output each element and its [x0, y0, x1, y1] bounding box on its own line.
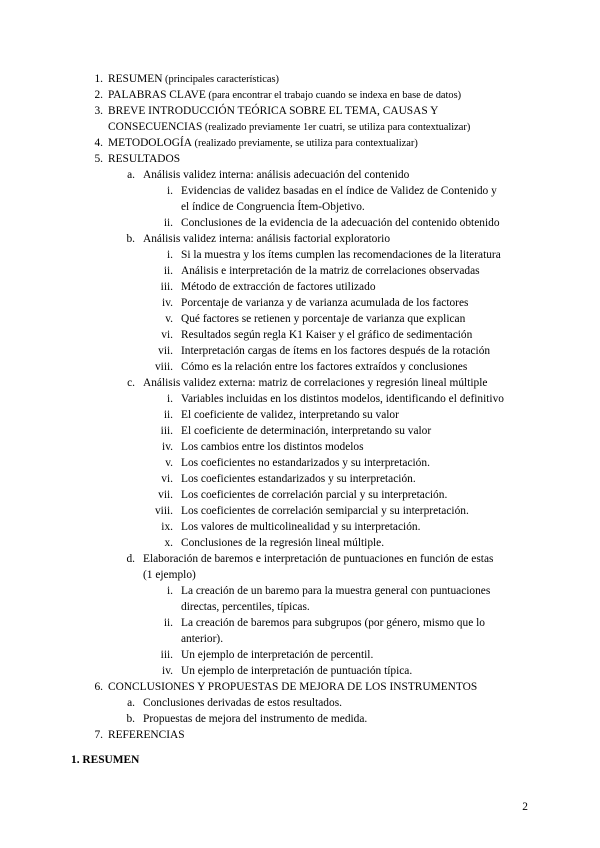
outline-item-text	[181, 599, 310, 615]
outline-item-text	[108, 727, 185, 743]
outline-item	[0, 455, 600, 471]
outline-item-text	[143, 231, 390, 247]
outline-item-title: METODOLOGÍA	[108, 137, 192, 149]
outline-item-number: 4.	[94, 137, 103, 149]
outline-item	[0, 375, 600, 391]
outline-item	[0, 135, 600, 151]
outline-item-text	[181, 247, 501, 263]
outline-item-title: El coeficiente de determinación, interpretando su valor	[181, 425, 432, 437]
section-heading: 1. RESUMEN	[71, 754, 140, 766]
outline-item-title: Análisis validez interna: análisis adecuación del contenido	[143, 169, 410, 181]
outline-item-number: c.	[127, 377, 135, 389]
outline-item	[0, 391, 600, 407]
outline-item	[0, 263, 600, 279]
outline-item-text	[143, 375, 487, 391]
outline-item-title: Elaboración de baremos e interpretación de puntuaciones en función de estas	[143, 553, 494, 565]
outline-item	[0, 151, 600, 167]
outline-item	[0, 295, 600, 311]
outline-item-text	[181, 519, 420, 535]
outline-item-text	[143, 711, 367, 727]
outline-item-title: Los cambios entre los distintos modelos	[181, 441, 364, 453]
outline-item-text	[108, 135, 418, 152]
table-of-contents	[0, 71, 600, 743]
outline-item-title: REFERENCIAS	[108, 729, 185, 741]
outline-item-number: v.	[165, 313, 173, 325]
outline-item	[0, 327, 600, 343]
outline-item-text	[181, 327, 472, 343]
outline-item	[0, 343, 600, 359]
outline-item-text	[181, 471, 416, 487]
outline-item-text	[181, 439, 364, 455]
outline-item-number: 3.	[94, 105, 103, 117]
outline-item-number: b.	[126, 233, 135, 245]
outline-item-number: vii.	[158, 345, 173, 357]
outline-item-title: Cómo es la relación entre los factores extraídos y conclusiones	[181, 361, 468, 373]
outline-item-text	[181, 615, 485, 631]
outline-item	[0, 519, 600, 535]
outline-item-text	[181, 535, 384, 551]
outline-item-number: d.	[126, 553, 135, 565]
outline-item-number: 5.	[94, 153, 103, 165]
outline-item-title: Los coeficientes de correlación semiparcial y su interpretación.	[181, 505, 469, 517]
outline-item-text	[181, 503, 469, 519]
outline-item	[0, 103, 600, 119]
outline-item-text	[143, 695, 342, 711]
outline-item	[0, 567, 600, 583]
outline-item	[0, 471, 600, 487]
outline-item-note: (realizado previamente 1er cuatri, se utiliza para contextualizar)	[202, 122, 471, 133]
outline-item-number: 1.	[94, 73, 103, 85]
outline-item-number: iv.	[162, 665, 173, 677]
outline-item-title: Propuestas de mejora del instrumento de medida.	[143, 713, 368, 725]
outline-item	[0, 599, 600, 615]
outline-item-title: Porcentaje de varianza y de varianza acumulada de los factores	[181, 297, 469, 309]
outline-item-text	[181, 631, 223, 647]
outline-item-number: viii.	[154, 505, 173, 517]
outline-item-title: La creación de baremos para subgrupos (por género, mismo que lo	[181, 617, 485, 629]
outline-item-title: Un ejemplo de interpretación de puntuación típica.	[181, 665, 413, 677]
outline-item	[0, 167, 600, 183]
outline-item-number: i.	[166, 249, 173, 261]
outline-item	[0, 679, 600, 695]
outline-item-number: iv.	[162, 297, 173, 309]
outline-item	[0, 503, 600, 519]
outline-item-text	[181, 295, 468, 311]
outline-item-text	[108, 87, 461, 104]
outline-item	[0, 423, 600, 439]
outline-item-text	[143, 551, 493, 567]
outline-item-number: b.	[126, 713, 135, 725]
outline-item-number: v.	[165, 457, 173, 469]
outline-item-title: Conclusiones derivadas de estos resultados.	[143, 697, 342, 709]
outline-item-number: i.	[166, 585, 173, 597]
outline-item-title: CONSECUENCIAS	[108, 121, 203, 133]
outline-item	[0, 727, 600, 743]
outline-item	[0, 71, 600, 87]
outline-item-title: Conclusiones de la regresión lineal múltiple.	[181, 537, 385, 549]
outline-item-text	[181, 183, 497, 199]
outline-item-text	[181, 343, 490, 359]
outline-item	[0, 535, 600, 551]
outline-item-title: el índice de Congruencia Ítem-Objetivo.	[181, 201, 365, 213]
outline-item-title: BREVE INTRODUCCIÓN TEÓRICA SOBRE EL TEMA, CAUSAS Y	[108, 105, 439, 117]
outline-item-title: Análisis validez interna: análisis factorial exploratorio	[143, 233, 391, 245]
outline-item-number: i.	[166, 393, 173, 405]
outline-item-text	[181, 391, 504, 407]
outline-item-title: Los coeficientes estandarizados y su interpretación.	[181, 473, 416, 485]
outline-item-title: Un ejemplo de interpretación de percentil.	[181, 649, 374, 661]
outline-item-number: a.	[127, 697, 135, 709]
outline-item-title: Evidencias de validez basadas en el índice de Validez de Contenido y	[181, 185, 497, 197]
outline-item-text	[181, 215, 500, 231]
outline-item	[0, 583, 600, 599]
outline-item-title: Interpretación cargas de ítems en los factores después de la rotación	[181, 345, 491, 357]
outline-item-text	[143, 567, 196, 583]
outline-item-text	[181, 199, 365, 215]
outline-item	[0, 231, 600, 247]
outline-item-text	[143, 167, 409, 183]
outline-item	[0, 551, 600, 567]
outline-item-note: (principales características)	[162, 74, 279, 85]
outline-item-number: ii.	[163, 265, 173, 277]
outline-item	[0, 247, 600, 263]
outline-item-text	[181, 663, 412, 679]
outline-item-number: vii.	[158, 489, 173, 501]
outline-item-number: iv.	[162, 441, 173, 453]
outline-item-text	[108, 119, 470, 136]
outline-item-number: iii.	[160, 281, 173, 293]
outline-item-text	[181, 407, 399, 423]
outline-item	[0, 215, 600, 231]
outline-item	[0, 695, 600, 711]
outline-item-title: directas, percentiles, típicas.	[181, 601, 310, 613]
outline-item	[0, 311, 600, 327]
outline-item-text	[181, 423, 431, 439]
outline-item-text	[181, 455, 430, 471]
outline-item-note: (realizado previamente, se utiliza para contextualizar)	[191, 138, 418, 149]
outline-item-title: Análisis e interpretación de la matriz de correlaciones observadas	[181, 265, 480, 277]
outline-item-title: Análisis validez externa: matriz de correlaciones y regresión lineal múltiple	[143, 377, 488, 389]
outline-item-title: PALABRAS CLAVE	[108, 89, 206, 101]
outline-item-text	[181, 359, 467, 375]
outline-item	[0, 439, 600, 455]
outline-item	[0, 615, 600, 631]
outline-item	[0, 647, 600, 663]
outline-item-number: viii.	[154, 361, 173, 373]
outline-item	[0, 279, 600, 295]
outline-item-title: Los coeficientes de correlación parcial y su interpretación.	[181, 489, 448, 501]
outline-item-title: (1 ejemplo)	[143, 569, 196, 581]
outline-item-title: Variables incluidas en los distintos modelos, identificando el definitivo	[181, 393, 504, 405]
outline-item-title: CONCLUSIONES Y PROPUESTAS DE MEJORA DE LOS INSTRUMENTOS	[108, 681, 478, 693]
outline-item-title: RESULTADOS	[108, 153, 181, 165]
outline-item	[0, 631, 600, 647]
outline-item	[0, 711, 600, 727]
outline-item	[0, 183, 600, 199]
outline-item-title: Si la muestra y los ítems cumplen las recomendaciones de la literatura	[181, 249, 501, 261]
outline-item-text	[108, 151, 180, 167]
outline-item	[0, 359, 600, 375]
outline-item-title: El coeficiente de validez, interpretando su valor	[181, 409, 399, 421]
outline-item-number: x.	[164, 537, 173, 549]
outline-item	[0, 407, 600, 423]
outline-item-title: Método de extracción de factores utilizado	[181, 281, 376, 293]
outline-item-text	[181, 311, 465, 327]
outline-item-number: ix.	[161, 521, 173, 533]
outline-item-text	[181, 487, 447, 503]
outline-item-title: Qué factores se retienen y porcentaje de varianza que explican	[181, 313, 466, 325]
outline-item-text	[181, 583, 490, 599]
outline-item-text	[108, 679, 477, 695]
outline-item-number: a.	[127, 169, 135, 181]
outline-item-number: ii.	[163, 409, 173, 421]
outline-item-title: anterior).	[181, 633, 224, 645]
outline-item-title: Los coeficientes no estandarizados y su interpretación.	[181, 457, 430, 469]
outline-item-note: (para encontrar el trabajo cuando se indexa en base de datos)	[205, 90, 462, 101]
outline-item-number: 6.	[94, 681, 103, 693]
outline-item-text	[181, 263, 480, 279]
outline-item-number: 2.	[94, 89, 103, 101]
outline-item	[0, 199, 600, 215]
outline-item-text	[181, 647, 373, 663]
outline-item-text	[108, 103, 438, 119]
outline-item	[0, 119, 600, 135]
outline-item-text	[108, 71, 279, 88]
outline-item	[0, 87, 600, 103]
outline-item-number: iii.	[160, 425, 173, 437]
outline-item-number: vi.	[161, 329, 173, 341]
outline-item-number: i.	[166, 185, 173, 197]
outline-item-title: RESUMEN	[108, 73, 163, 85]
outline-item-number: 7.	[94, 729, 103, 741]
outline-item-number: vi.	[161, 473, 173, 485]
outline-item-title: Conclusiones de la evidencia de la adecuación del contenido obtenido	[181, 217, 500, 229]
page-number: 2	[522, 801, 528, 813]
outline-item-number: ii.	[163, 217, 173, 229]
outline-item-text	[181, 279, 376, 295]
outline-item-number: ii.	[163, 617, 173, 629]
outline-item	[0, 487, 600, 503]
outline-item-title: Los valores de multicolinealidad y su interpretación.	[181, 521, 421, 533]
outline-item-title: La creación de un baremo para la muestra general con puntuaciones	[181, 585, 491, 597]
outline-item	[0, 663, 600, 679]
outline-item-title: Resultados según regla K1 Kaiser y el gráfico de sedimentación	[181, 329, 473, 341]
outline-item-number: iii.	[160, 649, 173, 661]
